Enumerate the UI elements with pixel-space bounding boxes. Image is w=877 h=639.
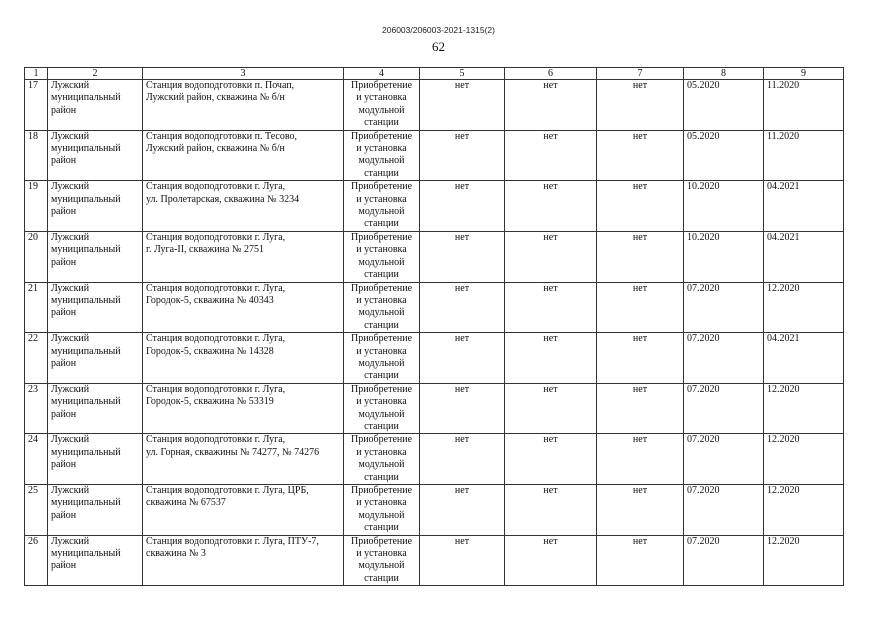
action-cell — [344, 130, 420, 181]
end-date-cell: 04.2021 — [764, 231, 844, 282]
district-cell — [48, 231, 143, 282]
action-cell-line: и установка — [356, 446, 407, 458]
table-row — [25, 231, 844, 282]
action-cell-line: и установка — [356, 244, 407, 256]
start-date-cell: 10.2020 — [684, 181, 764, 232]
district-cell-line: муниципальный — [51, 548, 121, 560]
district-cell-line: Лужский — [51, 80, 90, 91]
action-cell-line: модульной — [358, 104, 405, 116]
action-cell-line: Приобретение — [350, 231, 413, 243]
col7-cell: нет — [597, 333, 684, 384]
object-cell — [143, 333, 344, 384]
object-cell-line: Городок-5, скважина № 40343 — [146, 294, 274, 306]
district-cell-line: муниципальный — [51, 396, 121, 408]
object-cell — [143, 80, 344, 131]
action-cell — [344, 80, 420, 131]
action-cell — [344, 434, 420, 485]
action-cell-line: Приобретение — [350, 333, 413, 345]
object-cell — [143, 434, 344, 485]
district-cell-line: Лужский — [51, 282, 90, 294]
table-row — [25, 535, 844, 586]
district-cell-line: район — [51, 206, 77, 218]
row-number-cell: 22 — [25, 333, 48, 384]
start-date-cell: 07.2020 — [684, 383, 764, 434]
district-cell-line: район — [51, 459, 77, 471]
district-cell-line: район — [51, 408, 77, 420]
column-header: 1 — [25, 68, 48, 80]
action-cell-line: модульной — [358, 408, 405, 420]
action-cell — [344, 485, 420, 536]
district-cell-line: район — [51, 357, 77, 369]
district-cell — [48, 130, 143, 181]
action-cell-line: и установка — [356, 143, 407, 155]
row-number-cell: 25 — [25, 485, 48, 536]
object-cell — [143, 130, 344, 181]
table-row — [25, 485, 844, 536]
col5-cell: нет — [420, 535, 505, 586]
district-cell-line: муниципальный — [51, 92, 121, 104]
action-cell-line: станции — [364, 420, 399, 432]
start-date-cell: 07.2020 — [684, 333, 764, 384]
action-cell-line: модульной — [358, 357, 405, 369]
action-cell-line: станции — [364, 572, 399, 584]
table-row — [25, 181, 844, 232]
district-cell — [48, 333, 143, 384]
district-cell-line: муниципальный — [51, 193, 121, 205]
table-row — [25, 282, 844, 333]
col6-cell: нет — [505, 383, 597, 434]
action-cell-line: и установка — [356, 497, 407, 509]
row-number-cell: 17 — [25, 80, 48, 131]
col6-cell: нет — [505, 80, 597, 131]
district-cell-line: Лужский — [51, 383, 90, 395]
row-number-cell: 23 — [25, 383, 48, 434]
action-cell — [344, 231, 420, 282]
action-cell-line: модульной — [358, 459, 405, 471]
action-cell-line: модульной — [358, 155, 405, 167]
row-number-cell: 24 — [25, 434, 48, 485]
column-header: 3 — [143, 68, 344, 80]
action-cell-line: и установка — [356, 193, 407, 205]
col7-cell: нет — [597, 434, 684, 485]
district-cell-line: Лужский — [51, 485, 90, 496]
action-cell-line: и установка — [356, 294, 407, 306]
action-cell-line: и установка — [356, 345, 407, 357]
column-header: 5 — [420, 68, 505, 80]
table-row — [25, 80, 844, 131]
col6-cell: нет — [505, 181, 597, 232]
table-row — [25, 333, 844, 384]
object-cell-line: Лужский район, скважина № б/н — [146, 92, 285, 104]
col6-cell: нет — [505, 282, 597, 333]
action-cell-line: станции — [364, 269, 399, 281]
end-date-cell: 12.2020 — [764, 282, 844, 333]
district-cell-line: район — [51, 155, 77, 167]
action-cell-line: Приобретение — [350, 130, 413, 142]
action-cell-line: станции — [364, 319, 399, 331]
district-cell-line: муниципальный — [51, 294, 121, 306]
action-cell-line: и установка — [356, 92, 407, 104]
object-cell-line: Станция водоподготовки г. Луга, — [146, 383, 286, 395]
district-cell-line: Лужский — [51, 181, 90, 193]
col6-cell: нет — [505, 485, 597, 536]
col7-cell: нет — [597, 535, 684, 586]
col7-cell: нет — [597, 485, 684, 536]
district-cell-line: район — [51, 307, 77, 319]
object-cell-line: Станция водоподготовки г. Луга, ЦРБ, — [146, 485, 309, 496]
district-cell-line: район — [51, 104, 77, 116]
action-cell — [344, 282, 420, 333]
object-cell-line: скважина № 3 — [146, 548, 206, 560]
object-cell — [143, 231, 344, 282]
col5-cell: нет — [420, 333, 505, 384]
col6-cell: нет — [505, 231, 597, 282]
object-cell — [143, 282, 344, 333]
table-row — [25, 434, 844, 485]
object-cell-line: Станция водоподготовки г. Луга, ПТУ-7, — [146, 535, 319, 547]
action-cell — [344, 535, 420, 586]
district-cell-line: муниципальный — [51, 244, 121, 256]
action-cell-line: и установка — [356, 396, 407, 408]
action-cell-line: Приобретение — [350, 282, 413, 294]
end-date-cell: 12.2020 — [764, 535, 844, 586]
col5-cell: нет — [420, 80, 505, 131]
district-cell-line: муниципальный — [51, 345, 121, 357]
action-cell-line: станции — [364, 218, 399, 230]
start-date-cell: 05.2020 — [684, 80, 764, 131]
column-header: 6 — [505, 68, 597, 80]
end-date-cell: 12.2020 — [764, 485, 844, 536]
district-cell-line: Лужский — [51, 130, 90, 142]
action-cell-line: Приобретение — [350, 80, 413, 91]
column-header: 2 — [48, 68, 143, 80]
action-cell-line: Приобретение — [350, 535, 413, 547]
district-cell — [48, 181, 143, 232]
col5-cell: нет — [420, 181, 505, 232]
col5-cell: нет — [420, 383, 505, 434]
object-cell-line: ул. Горная, скважины № 74277, № 74276 — [146, 446, 320, 458]
start-date-cell: 07.2020 — [684, 434, 764, 485]
col7-cell: нет — [597, 383, 684, 434]
district-cell-line: Лужский — [51, 231, 90, 243]
col7-cell: нет — [597, 80, 684, 131]
district-cell-line: Лужский — [51, 333, 90, 345]
start-date-cell: 07.2020 — [684, 485, 764, 536]
table-row — [25, 383, 844, 434]
district-cell-line: муниципальный — [51, 143, 121, 155]
action-cell-line: станции — [364, 471, 399, 483]
object-cell-line: Лужский район, скважина № б/н — [146, 143, 285, 155]
end-date-cell: 11.2020 — [764, 80, 844, 131]
column-header: 7 — [597, 68, 684, 80]
object-cell-line: Городок-5, скважина № 14328 — [146, 345, 274, 357]
district-cell — [48, 80, 143, 131]
object-cell-line: скважина № 67537 — [146, 497, 226, 509]
table-row — [25, 130, 844, 181]
column-header: 9 — [764, 68, 844, 80]
row-number-cell: 26 — [25, 535, 48, 586]
action-cell — [344, 181, 420, 232]
col7-cell: нет — [597, 181, 684, 232]
start-date-cell: 07.2020 — [684, 282, 764, 333]
end-date-cell: 12.2020 — [764, 434, 844, 485]
object-cell — [143, 485, 344, 536]
start-date-cell: 05.2020 — [684, 130, 764, 181]
col7-cell: нет — [597, 231, 684, 282]
object-cell-line: Станция водоподготовки г. Луга, — [146, 333, 286, 345]
row-number-cell: 20 — [25, 231, 48, 282]
col7-cell: нет — [597, 130, 684, 181]
action-cell-line: станции — [364, 522, 399, 534]
col5-cell: нет — [420, 434, 505, 485]
object-cell-line: Станция водоподготовки г. Луга, — [146, 181, 286, 193]
action-cell-line: и установка — [356, 548, 407, 560]
action-cell-line: Приобретение — [350, 434, 413, 446]
row-number-cell: 19 — [25, 181, 48, 232]
col6-cell: нет — [505, 130, 597, 181]
data-table — [24, 67, 844, 586]
action-cell-line: станции — [364, 370, 399, 382]
object-cell-line: Городок-5, скважина № 53319 — [146, 396, 274, 408]
district-cell — [48, 535, 143, 586]
object-cell — [143, 181, 344, 232]
table-body — [25, 80, 844, 586]
col6-cell: нет — [505, 535, 597, 586]
district-cell-line: район — [51, 509, 77, 521]
object-cell-line: Станция водоподготовки г. Луга, — [146, 282, 286, 294]
start-date-cell: 07.2020 — [684, 535, 764, 586]
object-cell-line: Станция водоподготовки г. Луга, — [146, 231, 286, 243]
row-number-cell: 21 — [25, 282, 48, 333]
end-date-cell: 04.2021 — [764, 333, 844, 384]
col5-cell: нет — [420, 130, 505, 181]
action-cell-line: Приобретение — [350, 485, 413, 496]
col7-cell: нет — [597, 282, 684, 333]
district-cell — [48, 485, 143, 536]
col5-cell: нет — [420, 485, 505, 536]
district-cell-line: Лужский — [51, 434, 90, 446]
col6-cell: нет — [505, 434, 597, 485]
action-cell-line: станции — [364, 117, 399, 129]
action-cell-line: модульной — [358, 560, 405, 572]
object-cell-line: г. Луга-II, скважина № 2751 — [146, 244, 264, 256]
end-date-cell: 12.2020 — [764, 383, 844, 434]
document-id: 206003/206003-2021-1315(2) — [382, 25, 495, 35]
action-cell-line: модульной — [358, 256, 405, 268]
column-header: 8 — [684, 68, 764, 80]
district-cell-line: район — [51, 560, 77, 572]
row-number-cell: 18 — [25, 130, 48, 181]
action-cell-line: Приобретение — [350, 383, 413, 395]
col5-cell: нет — [420, 231, 505, 282]
district-cell — [48, 383, 143, 434]
district-cell-line: район — [51, 256, 77, 268]
action-cell-line: станции — [364, 167, 399, 179]
action-cell — [344, 333, 420, 384]
page-number: 62 — [432, 39, 445, 54]
object-cell-line: ул. Пролетарская, скважина № 3234 — [146, 193, 300, 205]
object-cell — [143, 535, 344, 586]
end-date-cell: 11.2020 — [764, 130, 844, 181]
district-cell-line: муниципальный — [51, 446, 121, 458]
action-cell-line: модульной — [358, 206, 405, 218]
end-date-cell: 04.2021 — [764, 181, 844, 232]
district-cell — [48, 282, 143, 333]
district-cell-line: Лужский — [51, 535, 90, 547]
start-date-cell: 10.2020 — [684, 231, 764, 282]
col5-cell: нет — [420, 282, 505, 333]
column-number-row — [25, 68, 844, 80]
district-cell-line: муниципальный — [51, 497, 121, 509]
action-cell — [344, 383, 420, 434]
district-cell — [48, 434, 143, 485]
object-cell — [143, 383, 344, 434]
col6-cell: нет — [505, 333, 597, 384]
object-cell-line: Станция водоподготовки п. Почап, — [146, 80, 295, 91]
action-cell-line: модульной — [358, 509, 405, 521]
column-header: 4 — [344, 68, 420, 80]
object-cell-line: Станция водоподготовки п. Тесово, — [146, 130, 297, 142]
object-cell-line: Станция водоподготовки г. Луга, — [146, 434, 286, 446]
action-cell-line: Приобретение — [350, 181, 413, 193]
action-cell-line: модульной — [358, 307, 405, 319]
